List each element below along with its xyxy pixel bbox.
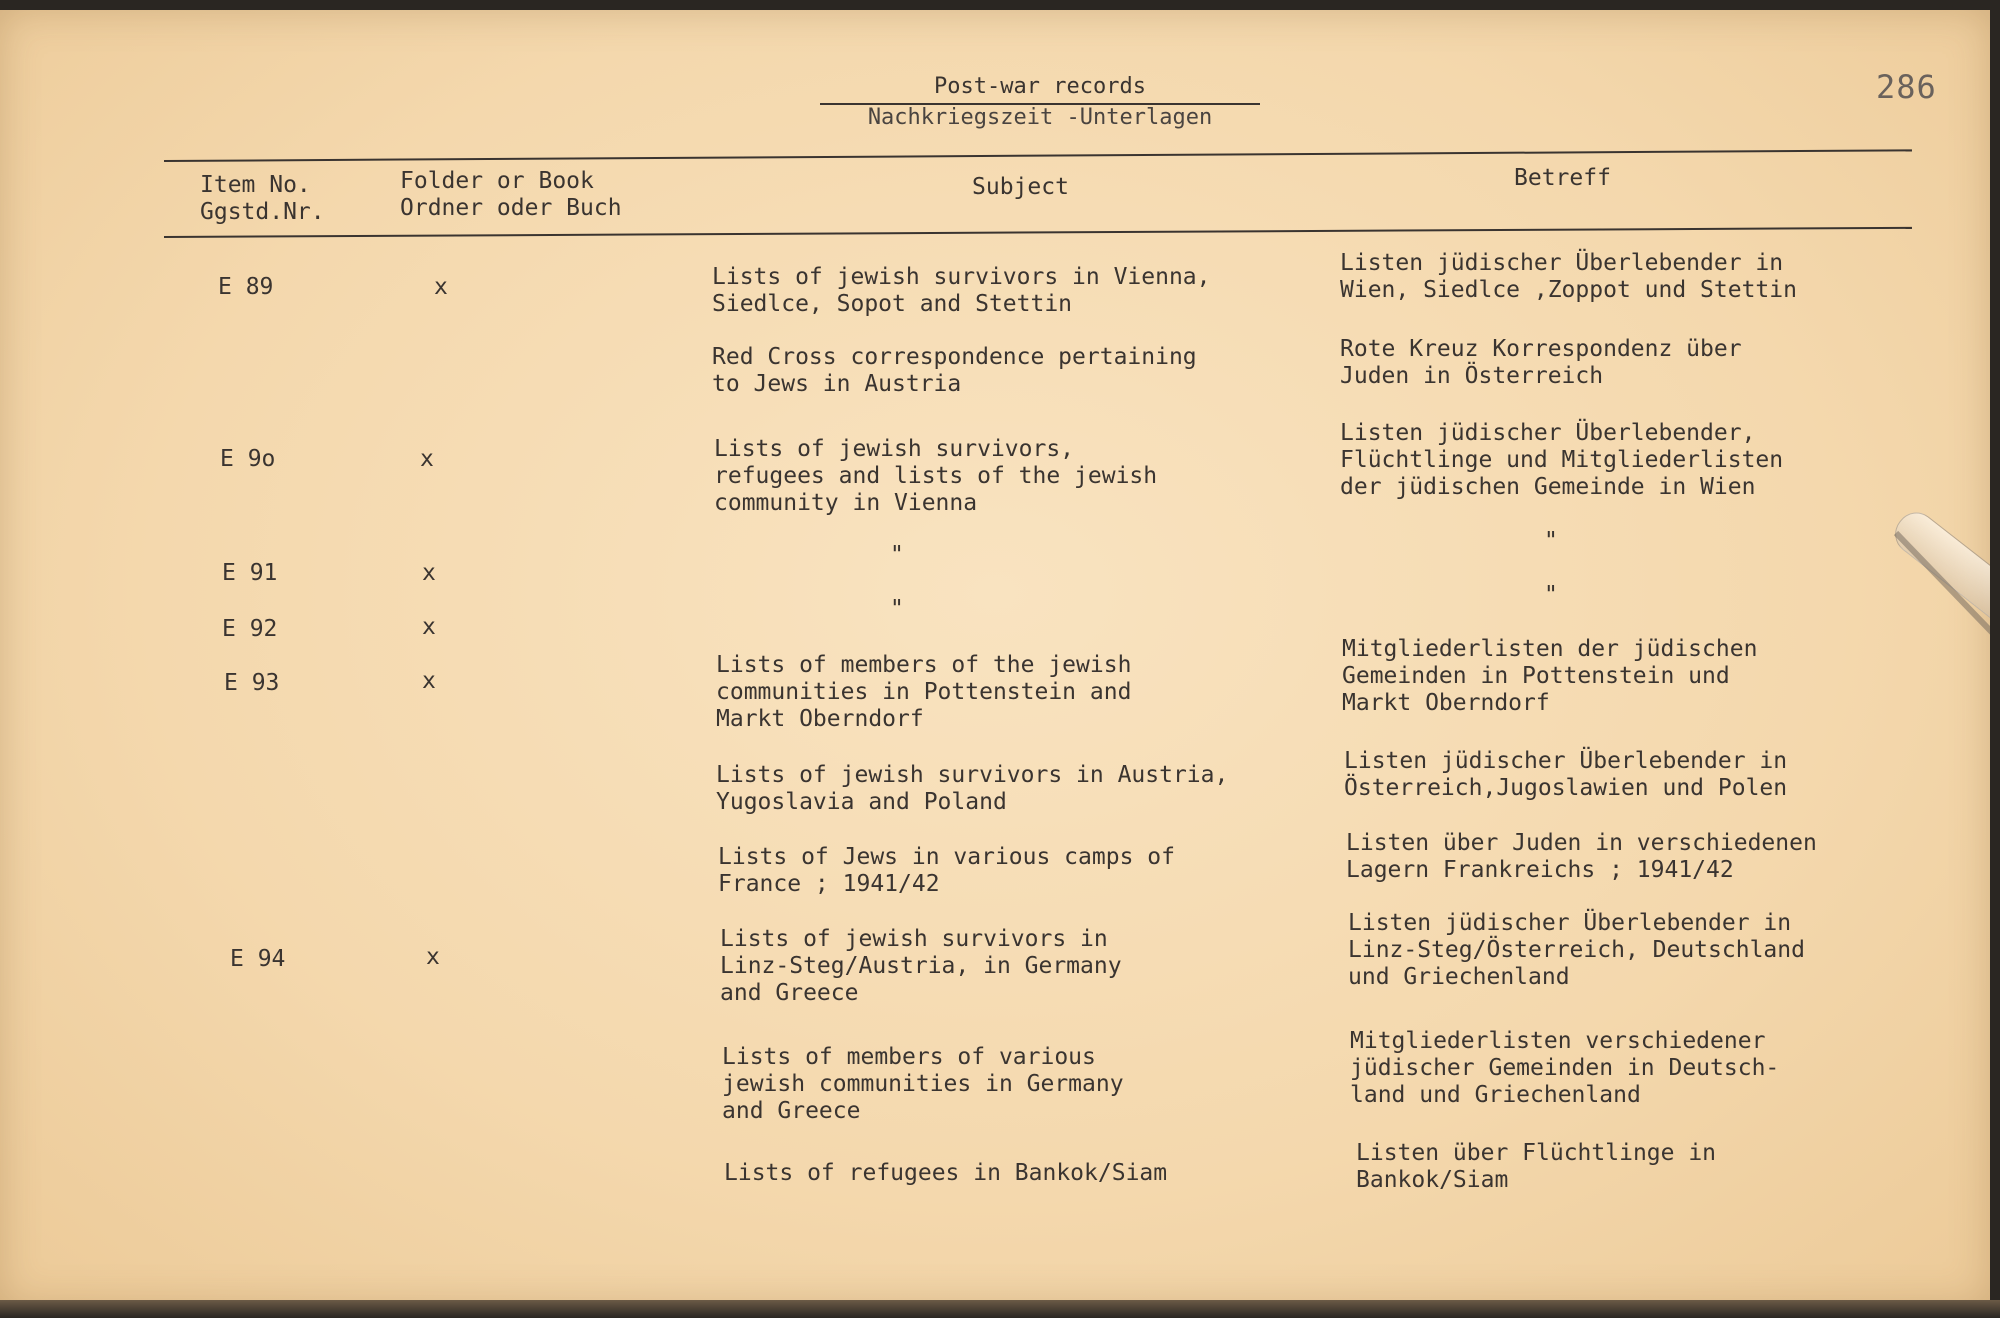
column-header-subject: Subject <box>972 174 1069 200</box>
row-subject: Lists of jewish survivors in Austria, Yugoslavia and Poland <box>716 762 1229 815</box>
title-english: Post-war records <box>820 74 1260 105</box>
row-betreff: Rote Kreuz Korrespondenz über Juden in Österreich <box>1340 336 1742 389</box>
row-subject-ditto: " <box>890 542 904 568</box>
row-subject: Red Cross correspondence pertaining to Jews in Austria <box>712 344 1197 397</box>
row-folder-mark: x <box>426 944 440 970</box>
column-header-betreff: Betreff <box>1514 165 1611 191</box>
page-number: 286 <box>1876 68 1937 106</box>
title-german: Nachkriegszeit -Unterlagen <box>867 105 1213 130</box>
row-subject: Lists of Jews in various camps of France ; 1941/42 <box>718 844 1175 897</box>
row-subject: Lists of jewish survivors in Vienna, Siedlce, Sopot and Stettin <box>712 264 1211 317</box>
row-folder-mark: x <box>434 274 448 300</box>
row-item-number: E 92 <box>222 616 278 642</box>
row-betreff: Listen jüdischer Überlebender in Wien, Siedlce ,Zoppot und Stettin <box>1340 250 1797 303</box>
row-folder-mark: x <box>420 446 434 472</box>
page-title <box>800 74 1280 131</box>
row-betreff-ditto: " <box>1544 528 1558 554</box>
document-page <box>0 10 1990 1306</box>
page-bottom-edge <box>0 1300 2000 1318</box>
row-folder-mark: x <box>422 560 436 586</box>
row-betreff: Mitgliederlisten der jüdischen Gemeinden in Pottenstein und Markt Oberndorf <box>1342 636 1758 716</box>
header-item-en: Item No. <box>200 172 311 198</box>
header-bottom-rule <box>164 227 1912 238</box>
row-subject: Lists of jewish survivors in Linz-Steg/Austria, in Germany and Greece <box>720 926 1122 1006</box>
row-betreff-ditto: " <box>1544 582 1558 608</box>
row-subject: Lists of refugees in Bankok/Siam <box>724 1160 1168 1186</box>
row-item-number: E 93 <box>224 670 280 696</box>
row-folder-mark: x <box>422 614 436 640</box>
row-item-number: E 9o <box>220 446 276 472</box>
row-betreff: Listen über Flüchtlinge in Bankok/Siam <box>1356 1140 1717 1193</box>
row-betreff: Listen jüdischer Überlebender in Österreich,Jugoslawien und Polen <box>1344 748 1788 801</box>
row-item-number: E 89 <box>218 274 274 300</box>
column-header-folder <box>400 168 622 222</box>
row-subject-ditto: " <box>890 596 904 622</box>
header-item-de: Ggstd.Nr. <box>200 199 325 225</box>
row-betreff: Listen jüdischer Überlebender in Linz-Steg/Österreich, Deutschland und Griechenland <box>1348 910 1805 990</box>
row-item-number: E 94 <box>230 946 286 972</box>
row-betreff: Mitgliederlisten verschiedener jüdischer Gemeinden in Deutsch- land und Griechenland <box>1350 1028 1780 1108</box>
row-subject: Lists of jewish survivors, refugees and lists of the jewish community in Vienna <box>714 436 1158 516</box>
row-subject: Lists of members of various jewish communities in Germany and Greece <box>722 1044 1124 1124</box>
header-folder-en: Folder or Book <box>400 168 594 194</box>
row-betreff: Listen über Juden in verschiedenen Lagern Frankreichs ; 1941/42 <box>1346 830 1817 883</box>
header-folder-de: Ordner oder Buch <box>400 195 622 221</box>
row-item-number: E 91 <box>222 560 278 586</box>
row-subject: Lists of members of the jewish communities in Pottenstein and Markt Oberndorf <box>716 652 1132 732</box>
column-header-item <box>200 172 325 226</box>
row-betreff: Listen jüdischer Überlebender, Flüchtlinge und Mitgliederlisten der jüdischen Gemeinde in Wien <box>1340 420 1784 500</box>
row-folder-mark: x <box>422 668 436 694</box>
header-top-rule <box>164 149 1912 162</box>
